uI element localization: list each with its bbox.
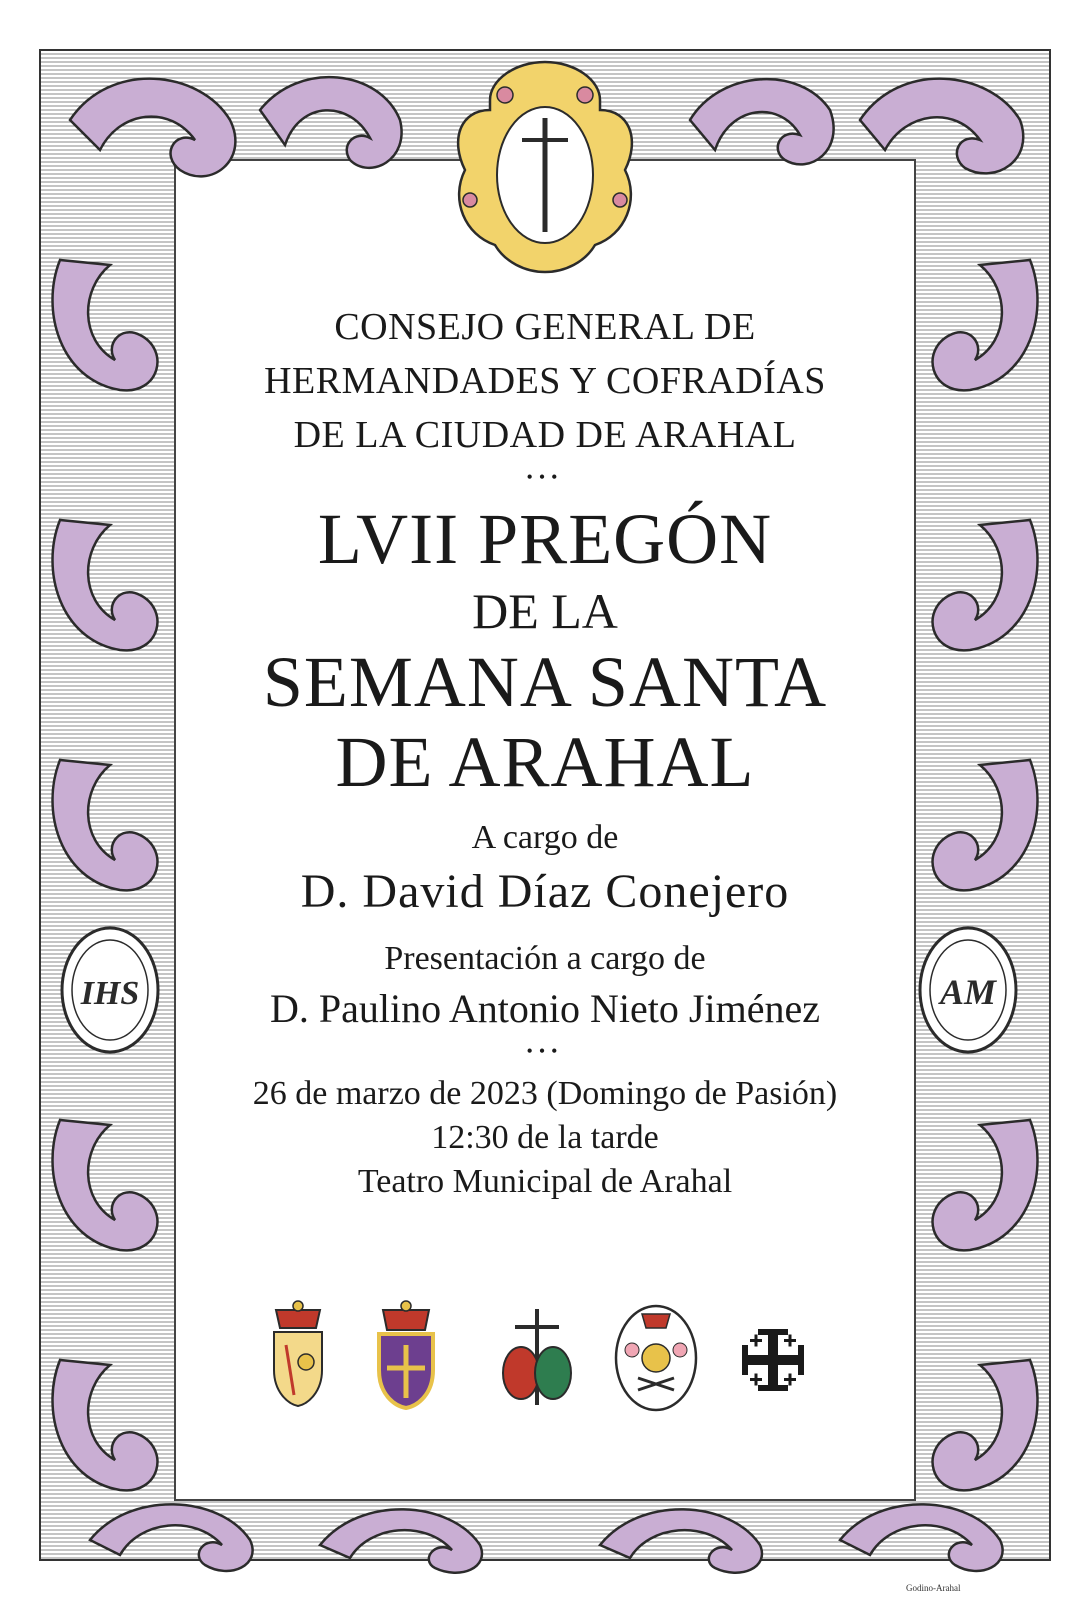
purple-cross-shield-icon — [373, 1300, 439, 1410]
event-date: 26 de marzo de 2023 (Domingo de Pasión) — [252, 1075, 838, 1112]
jerusalem-cross-icon — [738, 1325, 808, 1395]
speaker-label: A cargo de — [471, 819, 619, 856]
org-line-3: DE LA CIUDAD DE ARAHAL — [293, 414, 797, 456]
separator-bottom: ••• — [526, 1041, 564, 1061]
event-time: 12:30 de la tarde — [431, 1119, 659, 1156]
speaker-name: D. David Díaz Conejero — [300, 865, 790, 918]
org-line-1: CONSEJO GENERAL DE — [334, 306, 756, 348]
artist-credit: Godino-Arahal — [906, 1583, 961, 1593]
am-monogram-icon: AM — [939, 972, 997, 1012]
title-line-3: SEMANA SANTA — [262, 642, 828, 722]
presenter-name: D. Paulino Antonio Nieto Jiménez — [270, 986, 820, 1031]
oval-crest-icon — [612, 1300, 700, 1412]
town-coat-of-arms-icon — [268, 1300, 328, 1410]
title-line-2: DE LA — [472, 583, 618, 639]
poster-text — [175, 300, 915, 1204]
ihs-monogram-icon: IHS — [80, 975, 140, 1012]
title-line-4: DE ARAHAL — [335, 722, 755, 802]
event-venue: Teatro Municipal de Arahal — [357, 1163, 733, 1200]
presenter-label: Presentación a cargo de — [384, 940, 706, 977]
cross-with-ovals-icon — [497, 1305, 577, 1415]
org-line-2: HERMANDADES Y COFRADÍAS — [264, 360, 826, 402]
title-line-1: LVII PREGÓN — [317, 499, 773, 579]
separator-top: ••• — [526, 467, 564, 487]
